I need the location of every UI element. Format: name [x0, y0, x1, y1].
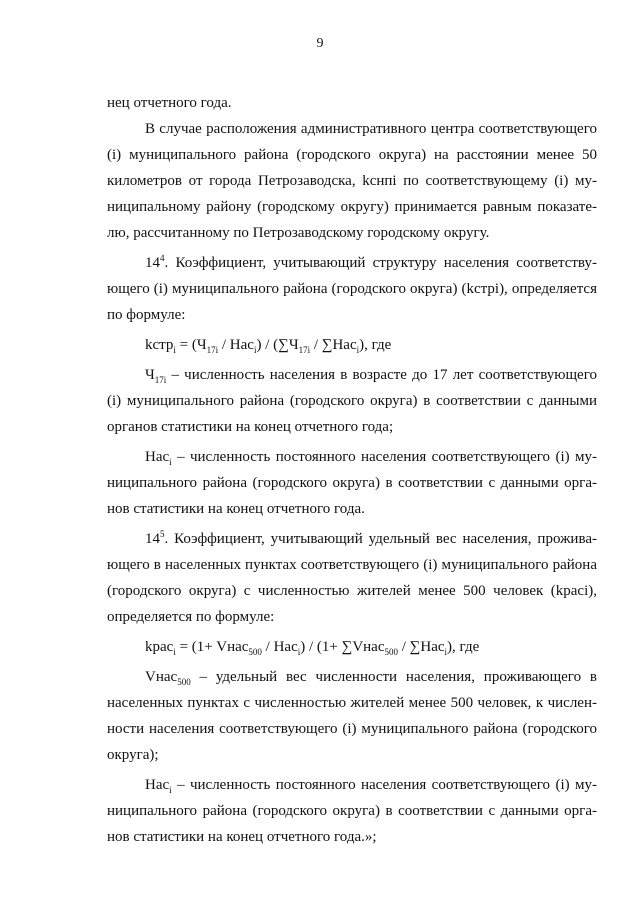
formula-part: ), где: [447, 639, 480, 655]
formula-subscript: i: [297, 647, 301, 657]
paragraph-continuation: нец отчетного года.: [107, 95, 232, 111]
formula-subscript: 500: [248, 647, 262, 657]
formula-subscript: i: [173, 647, 176, 657]
formula-kras: [107, 634, 597, 660]
term-subscript: i: [169, 457, 172, 467]
definition-text: – численность населения в возрасте до 17 лет соответствующего (i) муниципального района (городского округа) в соответствии с данными органов статистики на конец отчетного года;: [107, 367, 597, 435]
formula-part: / ∑Нас: [310, 337, 357, 353]
term-subscript: 500: [177, 677, 191, 687]
formula-subscript: i: [173, 345, 176, 355]
formula-part: ) / (∑Ч: [256, 337, 299, 353]
clause-superscript: 4: [160, 253, 165, 263]
formula-part: ), где: [359, 337, 392, 353]
paragraph-admin-center: В случае расположения административного центра соответствующего (i) муниципального района (городского округа) на расстоянии менее 50 километров от города Петрозаводска, kcнпi по соответствующему (i) муниципальному району (городскому округу) принимается равным показателю, рассчитанному по Петрозаводскому городскому округу.: [107, 121, 597, 241]
page-number: 9: [316, 36, 324, 51]
clause-text: . Коэффициент, учитывающий удельный вес населения, проживающего в населенных пунктах соответствующего (i) муниципального района (городского округа) с численностью жителей менее 500 человек (kрасi), определяется по формуле:: [107, 531, 597, 625]
document-body: [107, 90, 597, 850]
formula-kstr: [107, 332, 597, 358]
clause-number: 14: [145, 255, 160, 271]
formula-part: = (Ч: [175, 337, 207, 353]
definition-text: – численность постоянного населения соответствующего (i) муниципального района (городского округа) в соответствии с данными органов статистики на конец отчетного года.»;: [107, 777, 597, 845]
formula-part: / Нас: [261, 639, 298, 655]
formula-part: ) / (1+ ∑Vнас: [300, 639, 385, 655]
definition-ch17: [107, 362, 597, 440]
formula-subscript: 17i: [206, 345, 219, 355]
definition-text: – численность постоянного населения соответствующего (i) муниципального района (городского округа) в соответствии с данными органов статистики на конец отчетного года.: [107, 449, 597, 517]
formula-subscript: i: [356, 345, 360, 355]
formula-part: kрас: [145, 639, 174, 655]
paragraph-14-4: [107, 250, 597, 328]
term-subscript: i: [169, 785, 172, 795]
formula-part: / Нас: [218, 337, 254, 353]
definition-nas: [107, 444, 597, 522]
term: Нас: [145, 449, 170, 465]
clause-text: . Коэффициент, учитывающий структуру населения соответствующего (i) муниципального района (городского округа) (kстрi), определяется по формуле:: [107, 255, 597, 323]
definition-text: – удельный вес численности населения, проживающего в населенных пунктах с численностью жителей менее 500 человек, к численности населения соответствующего (i) муниципального района (городского округа);: [107, 669, 597, 763]
formula-subscript: i: [444, 647, 448, 657]
definition-nas-final: [107, 772, 597, 850]
formula-subscript: i: [253, 345, 257, 355]
formula-part: kстр: [145, 337, 174, 353]
term: Нас: [145, 777, 170, 793]
formula-subscript: 500: [384, 647, 399, 657]
formula-subscript: 17i: [298, 345, 311, 355]
clause-superscript: 5: [160, 529, 165, 539]
term: Ч: [145, 367, 155, 383]
clause-number: 14: [145, 531, 160, 547]
definition-vnas500: [107, 664, 597, 768]
term-subscript: 17i: [154, 375, 167, 385]
term: Vнас: [145, 669, 178, 685]
formula-part: / ∑Нас: [398, 639, 445, 655]
formula-part: = (1+ Vнас: [175, 639, 249, 655]
paragraph-14-5: [107, 526, 597, 630]
